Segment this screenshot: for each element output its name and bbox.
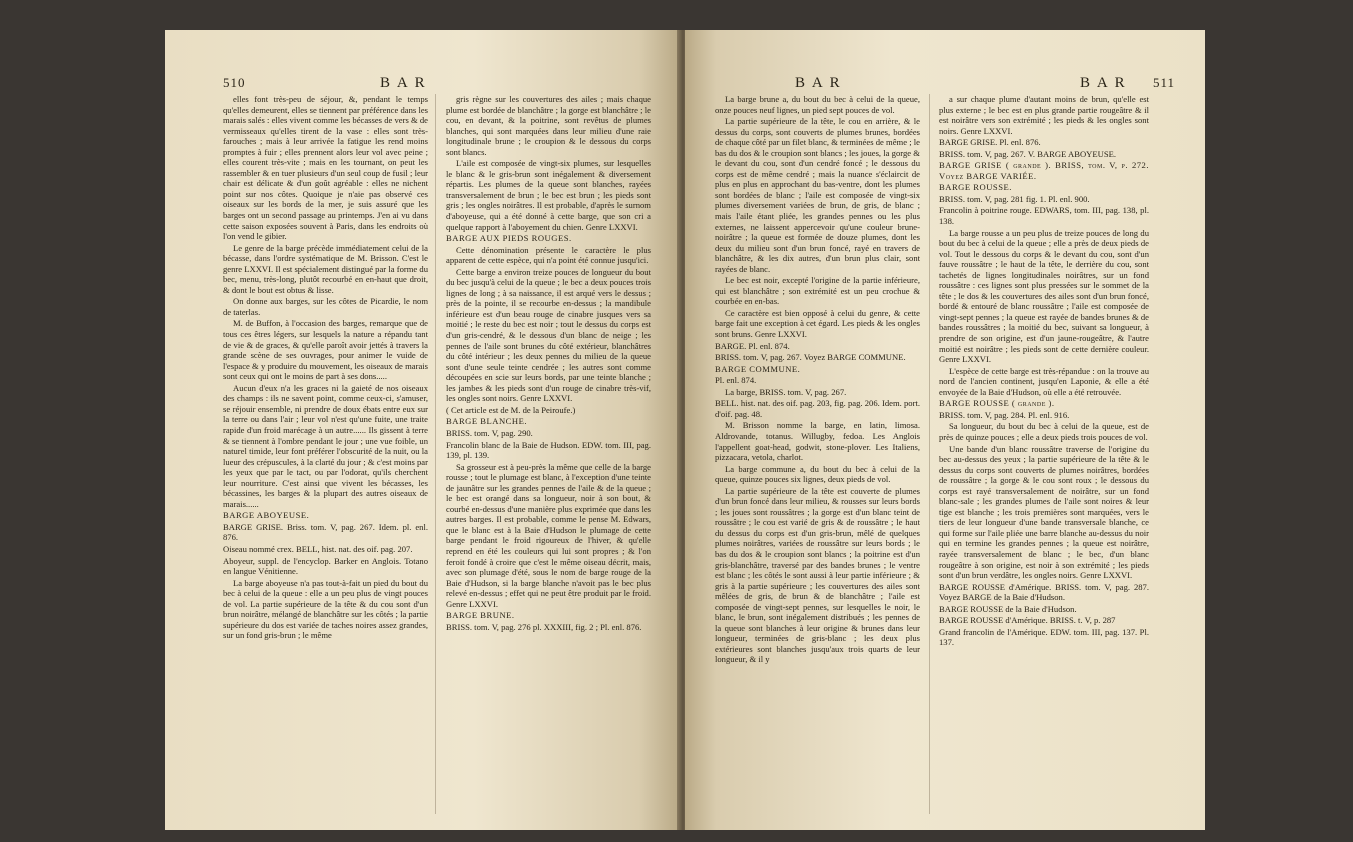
paragraph: BRISS. tom. V, pag. 267. V. BARGE ABOYEUSE. [939, 148, 1117, 159]
paragraph: Sa grosseur est à peu-près la même que celle de la barge rousse ; tout le plumage est blanc, à l'exception d'une teinte de jaunâtre sur les grandes pennes de l'aile & de la queue ; le bec est orangé dans sa longueur, noir à son bout, & courbé en-dessus d'une manière plus exprimée que dans les autres barges. Il est probable, comme le pense M. Edwars, que le blanc est à la Baie d'Hudson le plumage de cette barge pendant le froid rigoureux de l'hiver, & qu'elle reprend en été les couleurs qui lui sont propres ; & l'on feroit fondé à croire que c'est le même oiseau décrit, mais, avec son plumage d'été, sous le nom de barge rouge de la Baie d'Hudson, si la barge blanche n'avoit pas le bec plus relevé en-dessus ; effet qui ne peut être produit par le froid. Genre LXXVI. [446, 461, 651, 609]
paragraph: Sa longueur, du bout du bec à celui de la queue, est de près de quinze pouces ; elle a deux pieds trois pouces de vol. [939, 421, 1149, 442]
paragraph: BARGE BRUNE. [446, 610, 515, 621]
paragraph: Francolin blanc de la Baie de Hudson. EDW. tom. III, pag. 139, pl. 139. [446, 439, 651, 461]
paragraph: Grand francolin de l'Amérique. EDW. tom. III, pag. 137. Pl. 137. [939, 626, 1149, 648]
paragraph: BARGE ROUSSE d'Amérique. BRISS. t. V, p. 287 [939, 615, 1116, 626]
paragraph: Une bande d'un blanc roussâtre traverse de l'origine du bec au-dessus des yeux ; la partie supérieure de la tête & le dessus du corps sont couverts de plumes noirâtres, bordées de roussâtre ; la gorge & le cou sont roux ; le dessous du corps est rayé transversalement de noirâtre, sur un fond blanc-sale ; les grandes plumes de l'aile sont noires & leur tige est blanche ; les trois premières sont marquées, vers le tiers de leur longueur d'une bande transversale blanche, ce qui forme sur l'aile pliée une barre blanche au-dessus du noir qui en termine les grandes pennes ; la queue est noirâtre, rayée transversalement de blanc ; le bec, d'un blanc rougeâtre à son origine, est noir à son extrémité ; les pieds sont d'un brun verdâtre, les ongles noirs. Genre LXXVI. [939, 443, 1149, 581]
paragraph: ( Cet article est de M. de la Peiroufe.) [446, 404, 576, 415]
paragraph: Oiseau nommé crex. BELL, hist. nat. des oif. pag. 207. [223, 543, 413, 554]
page-number: 511 [1153, 75, 1176, 90]
left-page [165, 30, 680, 830]
paragraph: BRISS. tom. V, pag. 281 fig. 1. Pl. enl. 900. [939, 193, 1090, 204]
paragraph: BRISS. tom. V, pag. 290. [446, 427, 533, 438]
paragraph: La partie supérieure de la tête, le cou en arrière, & le dessus du corps, sont couverts de plumes brunes, bordées de chaque côté par un filet blanc, & terminées de même ; le bas du dos & le croupion sont blancs ; les joues, la gorge & le devant du cou, sont d'un cendré foncé ; le dessous du corps est de même cendré ; mais la nuance s'éclaircit de plus en plus en approchant du bas-ventre, dont les plumes sont bordées de blanc ; l'aile est composée de vingt-six plumes diversement variées de brun, de gris, de blanc ; mais l'aile étant pliée, les grandes pennes ou les plus externes, ne laissent appercevoir qu'une couleur brune-noirâtre ; la queue est formée de douze plumes, dont les deux du milieu sont d'un brun foncé, rayé en travers de blanchâtre, & les dix autres, d'un brun plus clair, sont rayées de blanc. [715, 116, 920, 274]
paragraph: BARGE GRISE ( grande ). BRISS, tom. V, p. 272. Voyez BARGE VARIÉE. [939, 160, 1149, 181]
paragraph: La barge aboyeuse n'a pas tout-à-fait un pied du bout du bec à celui de la queue : elle a un peu plus de vingt pouces de vol. La partie supérieure de la tête & du cou sont d'un brun noirâtre, mélangé de blanchâtre sur les côtés ; la partie supérieure du dos est variée de taches noires assez grandes, sur un fond gris-brun ; le même [223, 577, 428, 641]
paragraph: Le genre de la barge précède immédiatement celui de la bécasse, dans l'ordre systématique de M. Brisson. C'est le genre LXXVI. Il est spécialement distingué par la forme du bec, menu, très-long, plutôt recourbé en en-haut que droit, & dont le bout est obtus & lisse. [223, 242, 428, 295]
paragraph: elles font très-peu de séjour, &, pendant le temps qu'elles demeurent, elles se tiennent par préférence dans les marais salés : elles vivent comme les bécasses de vers & de vermisseaux qu'elles tirent de la vase : elles sont très-farouches ; mais à leur arrivée la fatigue les rend moins promptes à fuir ; elles prennent alors leur vol avec peine ; elles courent très-vite ; mais en les tournant, on peut les rassembler & en tuer plusieurs d'un seul coup de fusil ; leur chair est délicate & d'un goût agréable : elles ne nichent point sur nos côtes. Quoique je n'aie pas observé ces oiseaux sur les bords de la mer, je suis assuré que les barges ont un second passage au printemps. J'en ai vu dans cette saison exposées souvent à Paris, dans les endroits où l'on vend le gibier. [223, 94, 428, 242]
paragraph: La barge commune a, du bout du bec à celui de la queue, quinze pouces six lignes, deux pieds de vol. [715, 463, 920, 485]
paragraph: La barge brune a, du bout du bec à celui de la queue, onze pouces neuf lignes, un pied sept pouces de vol. [715, 94, 920, 115]
text-column [715, 94, 920, 666]
paragraph: BARGE ROUSSE. [939, 182, 1012, 193]
running-head: B A R [1080, 75, 1127, 91]
page-number: 510 [223, 75, 246, 90]
paragraph: BRISS. tom. V, pag. 267. Voyez BARGE COMMUNE. [715, 352, 906, 363]
paragraph: BARGE GRISE. Briss. tom. V, pag. 267. Idem. pl. enl. 876. [223, 521, 428, 543]
paragraph: BARGE GRISE. Pl. enl. 876. [939, 137, 1041, 148]
paragraph: BARGE ROUSSE de la Baie d'Hudson. [939, 603, 1077, 614]
paragraph: La partie supérieure de la tête est couverte de plumes d'un brun foncé dans leur milieu, & rousses sur leurs bords ; les joues sont roussâtres ; la gorge est d'un blanc teint de roussâtre ; le cou est varié de gris & de roussâtre ; le haut du dessus du corps est d'un gris-brun, mêlé de quelques plumes noirâtres, variées de roussâtre sur leurs bords ; le bas du dos & le croupion sont blancs ; la poitrine est d'un gris-blanchâtre, traversé par des bandes brunes ; le ventre est blanc ; les côtés le sont aussi à leur partie inférieure ; & gris à la partie supérieure ; les couvertures des ailes sont mêlées de gris, de brun & de blanchâtre ; l'aile est composée de vingt-sept pennes, sur lesquelles le noir, le blanc, le brun, sont inégalement distribués ; les pennes de la queue sont blanches à leur origine & brunes dans leur longueur, terminées de gris-blanc ; les deux plus extérieures sont blanches jusqu'aux trois quarts de leur longueur, & il y [715, 485, 920, 665]
paragraph: a sur chaque plume d'autant moins de brun, qu'elle est plus externe ; le bec est en plus grande partie rougeâtre & il est noirâtre vers son extrémité ; les pieds & les ongles sont noirs. Genre LXXVI. [939, 94, 1149, 136]
running-head: B A R [380, 75, 427, 91]
paragraph: Cette barge a environ treize pouces de longueur du bout du bec jusqu'à celui de la queue ; le bec a deux pouces trois lignes de long ; à sa naissance, il est arqué vers le dessus ; près de la pointe, il se recourbe en-dessus ; la mandibule inférieure est d'un beau rouge de cinabre jusques vers sa moitié ; le reste du bec est noir ; tout le dessus du corps est d'un gris-cendré, & le dessous d'un blanc de neige ; les pennes de l'aile sont brunes du côté extérieur, blanchâtres du côté intérieur ; les deux pennes du milieu de la queue sont d'une seule teinte cendrée ; les autres sont comme découpées en scie sur leurs bords, par une teinte blanche ; les jambes & les pieds sont d'un rouge de cinabre très-vif, les ongles sont noirs. Genre LXXVI. [446, 266, 651, 404]
paragraph: M. Brisson nomme la barge, en latin, limosa. Aldrovande, totanus. Willugby, fedoa. Les Anglois l'appellent goat-head, godwit, stone-plover. Les Italiens, pizzacara, vetola, charlot. [715, 420, 920, 463]
paragraph: BELL. hist. nat. des oif. pag. 203, fig. pag. 206. Idem. port. d'oif. pag. 48. [715, 398, 920, 419]
right-page [685, 30, 1205, 830]
running-head: B A R [795, 75, 842, 91]
paragraph: On donne aux barges, sur les côtes de Picardie, le nom de taterlas. [223, 296, 428, 317]
paragraph: Cette dénomination présente le caractère le plus apparent de cette espèce, qui n'a point été connue jusqu'ici. [446, 244, 651, 266]
column-rule [929, 94, 930, 814]
paragraph: BARGE BLANCHE. [446, 416, 528, 427]
paragraph: Aboyeur, suppl. de l'encyclop. Barker en Anglois. Totano en langue Vénitienne. [223, 555, 428, 577]
paragraph: BARGE ROUSSE ( grande ). [939, 398, 1055, 409]
paragraph: Le bec est noir, excepté l'origine de la partie inférieure, qui est blanchâtre ; son extrémité est un peu crochue & courbée en en-bas. [715, 275, 920, 307]
paragraph: Francolin à poitrine rouge. EDWARS, tom. III, pag. 138, pl. 138. [939, 205, 1149, 227]
text-column [446, 94, 651, 633]
paragraph: La barge, BRISS. tom. V, pag. 267. [725, 386, 847, 397]
text-column [939, 94, 1149, 649]
paragraph: Ce caractère est bien opposé à celui du genre, & cette barge fait une exception à cet égard. Les pieds & les ongles sont bruns. Genre LXXVI. [715, 307, 920, 340]
paragraph: Aucun d'eux n'a les graces ni la gaieté de nos oiseaux des champs : ils ne savent point, comme ceux-ci, s'amuser, se réjouir ensemble, ni prendre de doux ébats entre eux sur la terre ou dans l'air ; leur vol n'est qu'une fuite, une traite rapide d'un froid marécage à un autre...... Ils gissent à terre & se tiennent à l'ombre pendant le jour ; une vue foible, un naturel timide, leur font préférer l'obscurité de la nuit, ou la lueur des crépuscules, à la clarté du jour ; & c'est moins par les yeux que par le tact, ou par l'odorat, qu'ils cherchent leur nourriture. C'est ainsi que vivent les bécasses, les bécassines, les barges & la plupart des autres oiseaux de marais...... [223, 382, 428, 509]
paragraph: gris règne sur les couvertures des ailes ; mais chaque plume est bordée de blanchâtre ; la gorge est blanchâtre ; le cou, en devant, & la poitrine, sont revêtus de plumes blanches, qui sont marquées dans leur milieu d'une raie longitudinale brune ; le croupion & le dessous du corps sont blancs. [446, 94, 651, 157]
paragraph: M. de Buffon, à l'occasion des barges, remarque que de tous ces êtres légers, sur lesquels la nature a répandu tant de vie & de graces, & qu'elle paroît avoir jettés à travers la grande scène de ses ouvrages, pour animer le vuide de l'espace & y produire du mouvement, les oiseaux de marais sont ceux qui ont le moins de part à ses dons..... [223, 318, 428, 382]
paragraph: BARGE ROUSSE d'Amérique. BRISS. tom. V, pag. 287. Voyez BARGE de la Baie d'Hudson. [939, 581, 1149, 603]
paragraph: BARGE ABOYEUSE. [223, 510, 310, 521]
open-book [165, 30, 1205, 830]
column-rule [435, 94, 436, 814]
paragraph: Pl. enl. 874. [715, 375, 757, 386]
paragraph: BARGE COMMUNE. [715, 363, 801, 374]
paragraph: L'espèce de cette barge est très-répandue : on la trouve au nord de l'ancien continent, jusqu'en Laponie, & elle a été envoyée de la Baie d'Hudson, où elle a été retrouvée. [939, 365, 1149, 397]
paragraph: BRISS. tom. V, pag. 276 pl. XXXIII, fig. 2 ; Pl. enl. 876. [446, 621, 642, 632]
paragraph: BARGE AUX PIEDS ROUGES. [446, 233, 572, 244]
paragraph: L'aile est composée de vingt-six plumes, sur lesquelles le blanc & le gris-brun sont inégalement & diversement répartis. Les plumes de la queue sont blanches, rayées transversalement de brun ; le bec est brun ; les pieds sont gris ; les ongles noirâtres. Il est probable, d'après le surnom d'aboyeuse, qui a été donné à cette barge, que son cri a quelque rapport à l'aboyement du chien. Genre LXXVI. [446, 158, 651, 232]
paragraph: BARGE. Pl. enl. 874. [715, 340, 790, 351]
text-column [223, 94, 428, 642]
paragraph: La barge rousse a un peu plus de treize pouces de long du bout du bec à celui de la queue ; elle a près de deux pieds de vol. Tout le dessous du corps & le devant du cou, sont d'un fauve roussâtre ; le haut de la tête, le derrière du cou, sont tachetés de lignes longitudinales noirâtres, sur un fond roussâtre : ces lignes sont plus pressées sur le sommet de la tête ; le dos & les couvertures des ailes sont d'un brun foncé, bordé & entouré de blanc roussâtre ; l'aile est composée de vingt-sept pennes ; la queue est rayée de bandes brunes & de bandes roussâtres ; la moitié du bec, suivant sa longueur, à prendre de son origine, est d'un jaune-rougeâtre, & l'autre moitié est noirâtre ; les pieds sont de cette dernière couleur. Genre LXXVI. [939, 227, 1149, 365]
paragraph: BRISS. tom. V, pag. 284. Pl. enl. 916. [939, 409, 1070, 420]
